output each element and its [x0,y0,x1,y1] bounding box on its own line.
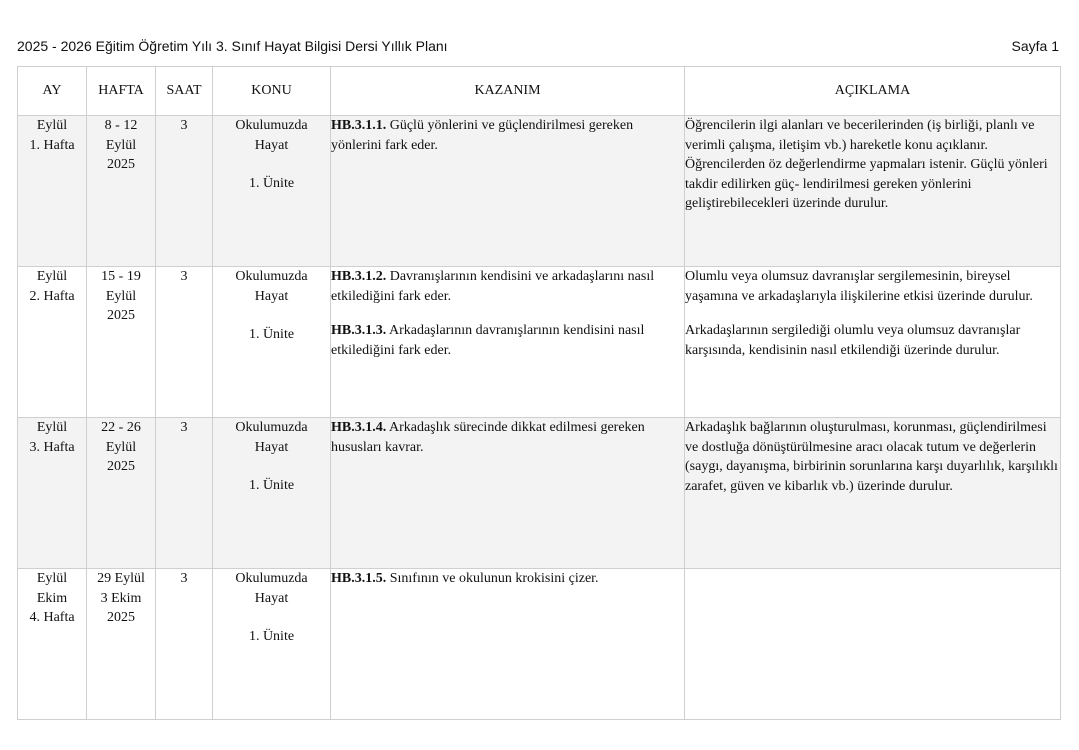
column-header-aciklama: AÇIKLAMA [685,67,1061,116]
konu-line: Hayat [254,288,289,304]
kazanim-item [331,267,684,306]
cell-aciklama [685,116,1061,267]
kazanim-item [331,569,684,589]
cell-kazanim [331,418,685,569]
ay-line: Eylül [36,420,68,435]
column-header-ay: AY [18,67,87,116]
ay-line: 4. Hafta [29,610,75,625]
kazanim-code: HB.3.1.2. [331,269,387,284]
cell-hafta [87,267,156,418]
ay-line: Eylül [36,269,68,284]
cell-konu [213,267,331,418]
konu-line: Okulumuzda [235,118,308,133]
ay-line: 2. Hafta [29,288,75,304]
cell-saat: 3 [156,569,213,720]
kazanim-text: Sınıfının ve okulunun krokisini çizer. [386,571,599,586]
cell-saat: 3 [156,267,213,418]
ay-line: 1. Hafta [29,137,75,153]
kazanim-item [331,116,684,155]
unite-label: 1. Ünite [248,629,295,644]
cell-aciklama [685,418,1061,569]
kazanim-code: HB.3.1.4. [331,420,387,435]
kazanim-text: Arkadaşlarının davranışlarının kendisini nasıl etkilediğini fark eder. [331,323,645,358]
cell-hafta [87,116,156,267]
cell-kazanim [331,116,685,267]
aciklama-paragraph: Arkadaşlarının sergilediği olumlu veya olumsuz davranışlar karşısında, kendisinin nasıl etkilendiği üzerinde durulur. [685,323,1021,358]
unite-label: 1. Ünite [248,176,295,191]
cell-ay [18,267,87,418]
hafta-line: 2025 [107,459,135,474]
table-row [18,267,1061,418]
unite-label: 1. Ünite [248,478,295,493]
cell-hafta [87,418,156,569]
column-header-saat: SAAT [156,67,213,116]
konu-line: Okulumuzda [235,571,308,586]
cell-saat: 3 [156,418,213,569]
cell-ay [18,418,87,569]
konu-line: Hayat [254,439,289,455]
konu-line: Hayat [254,590,289,606]
cell-ay [18,569,87,720]
hafta-line: Eylül [105,137,137,153]
table-row [18,116,1061,267]
table-row [18,569,1061,720]
aciklama-paragraph: Arkadaşlık bağlarının oluşturulması, korunması, güçlendirilmesi ve dostluğa dönüştürülmesine aracı olacak tutum ve değerlerin (saygı, dayanışma, birbirinin sorunlarına karşı duyarlılık, karşılıklı zarafet, güven ve kibarlık vb.) üzerinde durulur. [685,420,1058,494]
kazanim-item [331,418,684,457]
cell-aciklama [685,267,1061,418]
hafta-line: 29 Eylül [97,571,145,586]
column-header-hafta: HAFTA [87,67,156,116]
cell-ay [18,116,87,267]
ay-line: Eylül [36,118,68,133]
cell-konu [213,116,331,267]
hafta-line: 2025 [107,610,135,625]
kazanim-code: HB.3.1.1. [331,118,387,133]
hafta-line: 8 - 12 [104,118,138,133]
konu-line: Okulumuzda [235,420,308,435]
konu-line: Okulumuzda [235,269,308,284]
cell-saat: 3 [156,116,213,267]
page-header [17,38,1059,58]
kazanim-text: Arkadaşlık sürecinde dikkat edilmesi gereken hususları kavrar. [331,420,645,455]
konu-line: Hayat [254,137,289,153]
kazanim-text: Davranışlarının kendisini ve arkadaşlarını nasıl etkilediğini fark eder. [331,269,655,304]
cell-hafta [87,569,156,720]
hafta-line: Eylül [105,288,137,304]
hafta-line: 22 - 26 [101,420,141,435]
ay-line: 3. Hafta [29,439,75,455]
kazanim-text: Güçlü yönlerini ve güçlendirilmesi gereken yönlerini fark eder. [331,118,634,153]
hafta-line: 3 Ekim [100,590,142,606]
kazanim-code: HB.3.1.5. [331,571,387,586]
aciklama-paragraph: Öğrencilerin ilgi alanları ve becerilerinden (iş birliği, planlı ve verimli çalışma, iletişim vb.) hareketle konu açıklanır. Öğrencilerden öz değerlendirme yapmaları istenir. Güçlü yönleri takdir edilirken güç- lendirilmesi gereken yönlerini geliştirebilecekleri üzerinde durulur. [685,118,1048,211]
yearly-plan-table [17,66,1061,720]
cell-kazanim [331,569,685,720]
hafta-line: 15 - 19 [101,269,141,284]
cell-kazanim [331,267,685,418]
document-title: 2025 - 2026 Eğitim Öğretim Yılı 3. Sınıf Hayat Bilgisi Dersi Yıllık Planı [17,38,448,54]
column-header-konu: KONU [213,67,331,116]
cell-aciklama [685,569,1061,720]
table-row [18,418,1061,569]
ay-line: Ekim [36,590,68,606]
page-number: Sayfa 1 [1011,38,1059,54]
column-header-kazanim: KAZANIM [331,67,685,116]
hafta-line: Eylül [105,439,137,455]
ay-line: Eylül [36,571,68,586]
table-header-row [18,67,1061,116]
hafta-line: 2025 [107,308,135,323]
hafta-line: 2025 [107,157,135,172]
kazanim-item [331,321,684,360]
kazanim-code: HB.3.1.3. [331,323,387,338]
cell-konu [213,569,331,720]
unite-label: 1. Ünite [248,327,295,342]
aciklama-paragraph: Olumlu veya olumsuz davranışlar sergilemesinin, bireysel yaşamına ve arkadaşlarıyla ilişkilerine etkisi üzerinde durulur. [685,269,1033,304]
cell-konu [213,418,331,569]
